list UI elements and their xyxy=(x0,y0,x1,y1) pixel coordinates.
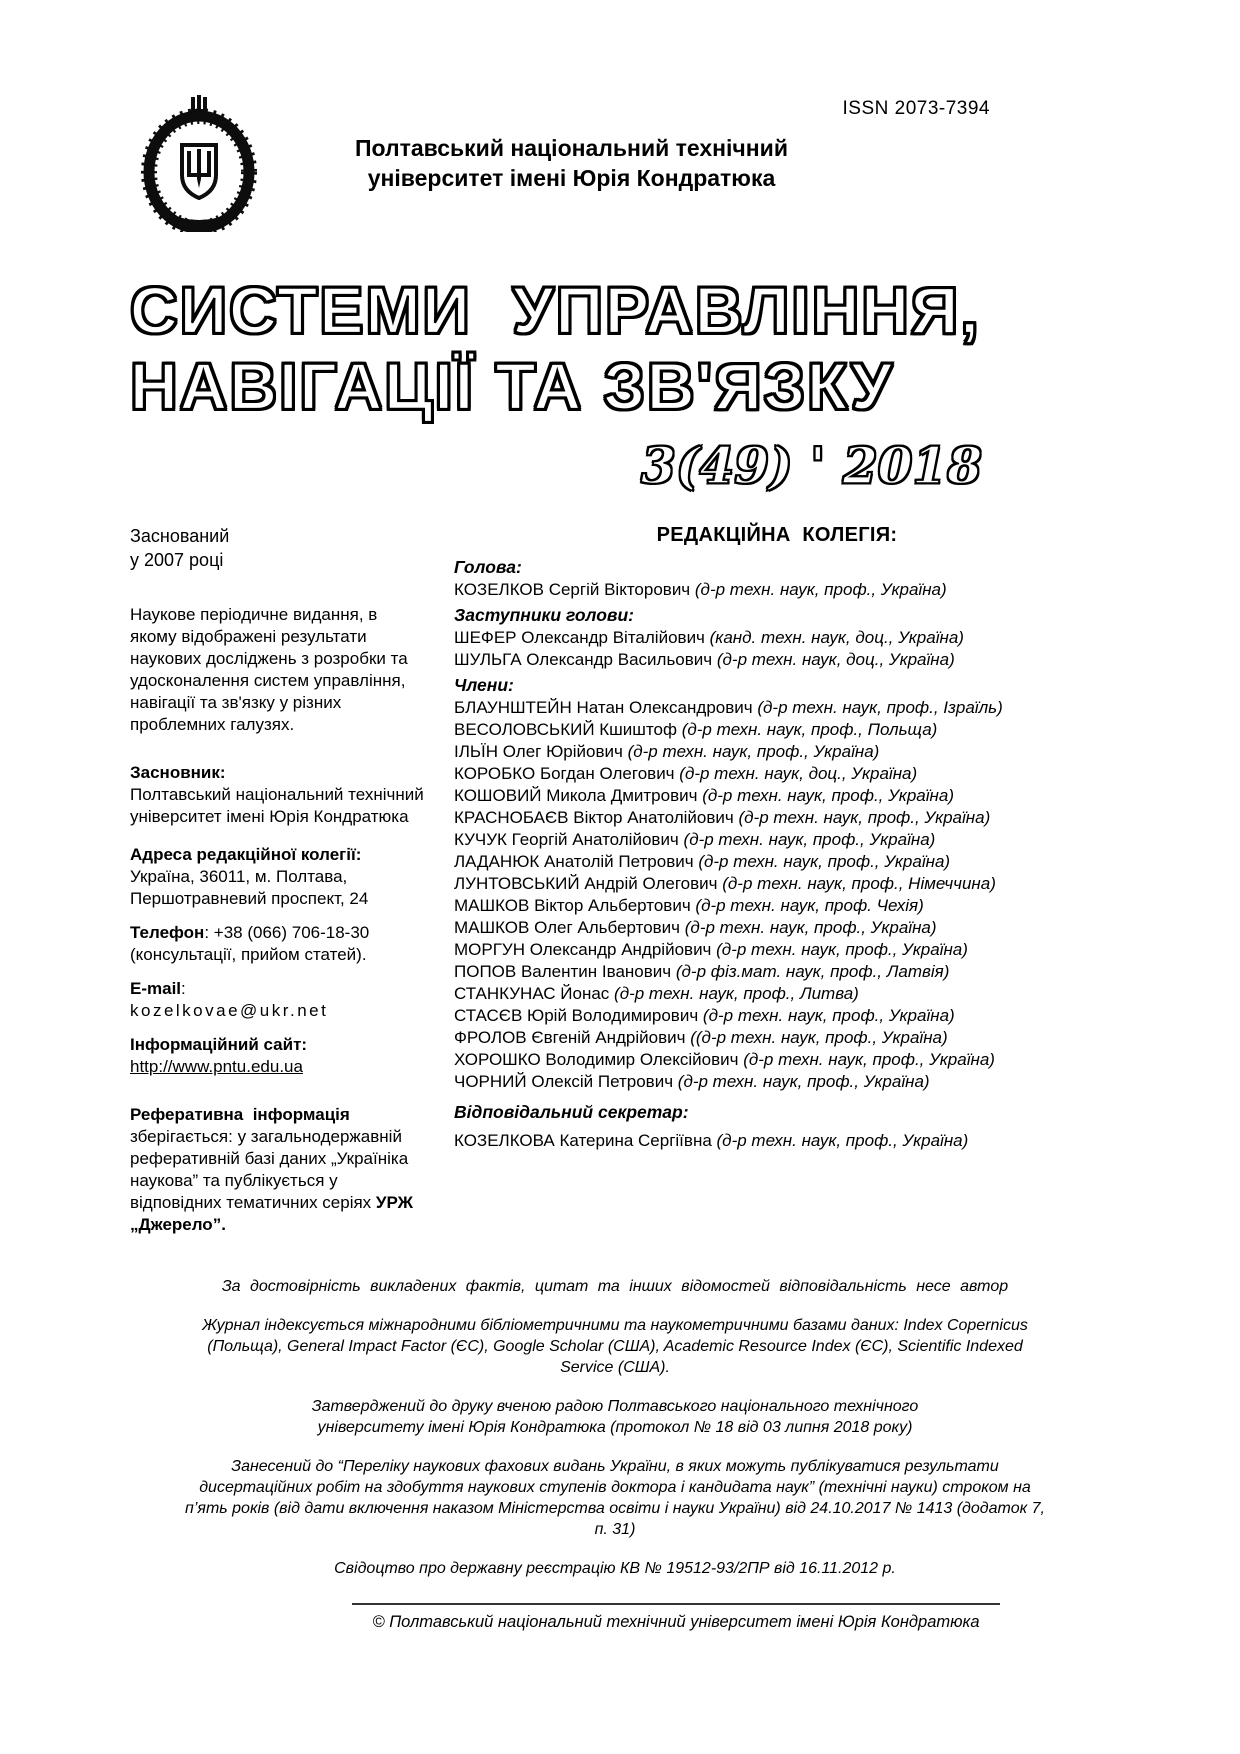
university-emblem-logo xyxy=(138,95,260,232)
board-member xyxy=(454,1005,1100,1027)
board-member xyxy=(454,851,1100,873)
email-block: E-mail: kozelkovae@ukr.net xyxy=(130,979,329,1020)
phone-text: : +38 (066) 706-18-30 (консультації, прийом статей). xyxy=(130,923,370,964)
abstract-text: зберігається: у загальнодержавній реферативній базі даних „Україніка наукова” та публікується у відповідних тематичних серіях xyxy=(130,1127,409,1212)
phone-block xyxy=(130,922,426,966)
email-link[interactable]: kozelkovae@ukr.net xyxy=(130,1001,329,1020)
member-name: КОШОВИЙ Микола Дмитрович xyxy=(454,786,703,805)
member-name: ФРОЛОВ Євгеній Андрійович xyxy=(454,1028,691,1047)
member-degree-country: (д-р техн. наук, проф., Україна) xyxy=(677,1072,930,1091)
member-degree-country: (д-р техн. наук, проф., Україна) xyxy=(627,742,880,761)
copyright: © Полтавський національний технічний університет імені Юрія Кондратюка xyxy=(352,1603,1000,1632)
board-title: РЕДАКЦІЙНА КОЛЕГІЯ: xyxy=(656,524,898,546)
member-degree-country: (д-р техн. наук, доц., Україна) xyxy=(679,764,918,783)
member-degree-country: ((д-р техн. наук, проф., Україна) xyxy=(690,1028,948,1047)
board-member xyxy=(454,1027,1100,1049)
university-name xyxy=(355,133,788,193)
member-degree-country: (д-р техн. наук, проф., Польща) xyxy=(681,720,938,739)
board-deputy xyxy=(454,649,1100,671)
journal-title xyxy=(130,272,1100,424)
member-name: ШЕФЕР Олександр Віталійович xyxy=(454,628,710,647)
board-member xyxy=(454,939,1100,961)
member-name: ПОПОВ Валентин Іванович xyxy=(454,962,676,981)
abstract-info-block xyxy=(130,1104,426,1236)
member-degree-country: (д-р техн. наук, проф., Ізраїль) xyxy=(757,698,1003,717)
board-member xyxy=(454,1071,1100,1093)
board-member xyxy=(454,829,1100,851)
issn-number: ISSN 2073-7394 xyxy=(842,98,990,119)
site-link[interactable]: http://www.pntu.edu.ua xyxy=(130,1057,303,1076)
member-name: СТАНКУНАС Йонас xyxy=(454,984,615,1003)
address-block xyxy=(130,844,426,910)
board-members-label: Члени: xyxy=(454,675,514,695)
founder-text: Полтавський національний технічний університет імені Юрія Кондратюка xyxy=(130,785,424,826)
board-secretary-label: Відповідальний секретар: xyxy=(454,1102,689,1122)
board-member xyxy=(454,697,1100,719)
author-responsibility-note: За достовірність викладених фактів, цитат та інших відомостей відповідальність несе автор xyxy=(221,1278,1009,1295)
member-degree-country: (д-р техн. наук, проф., Україна) xyxy=(738,808,991,827)
member-name: МАШКОВ Олег Альбертович xyxy=(454,918,685,937)
member-degree-country: (д-р техн. наук, проф., Україна) xyxy=(716,940,968,959)
address-label: Адреса редакційної колегії: xyxy=(130,845,362,864)
board-deputy xyxy=(454,627,1100,649)
editorial-board xyxy=(454,524,1100,1236)
member-degree-country: (д-р техн. наук, проф., Україна) xyxy=(702,1006,955,1025)
board-member xyxy=(454,961,1100,983)
board-members-list xyxy=(454,697,1100,1093)
member-degree-country: (д-р техн. наук, проф., Литва) xyxy=(614,984,859,1003)
member-name: МАШКОВ Віктор Альбертович xyxy=(454,896,696,915)
member-name: БЛАУНШТЕЙН Натан Олександрович xyxy=(454,698,758,717)
board-secretary xyxy=(454,1130,1100,1152)
member-degree-country: (д-р техн. наук, проф. Чехія) xyxy=(695,896,924,915)
board-member xyxy=(454,807,1100,829)
member-name: ЛУНТОВСЬКИЙ Андрій Олегович xyxy=(454,874,723,893)
address-text: Україна, 36011, м. Полтава, Першотравневий проспект, 24 xyxy=(130,867,369,908)
member-degree-country: (д-р техн. наук, проф., Україна) xyxy=(716,1131,969,1150)
issue-number: 3(49) ' 2018 xyxy=(641,436,982,495)
board-member xyxy=(454,1049,1100,1071)
founded-note: Заснований у 2007 році xyxy=(130,526,230,570)
university-name-line1: Полтавський національний технічний xyxy=(355,135,788,161)
member-degree-country: (д-р техн. наук, проф., Україна) xyxy=(683,830,936,849)
member-degree-country: (д-р фіз.мат. наук, проф., Латвія) xyxy=(675,962,950,981)
email-label: E-mail xyxy=(130,979,182,998)
site-block: Інформаційний сайт: http://www.pntu.edu.ua xyxy=(130,1035,308,1076)
journal-description: Наукове періодичне видання, в якому відображені результати наукових досліджень з розробки та удосконалення систем управління, навігації та зв'язку у різних проблемних галузях. xyxy=(130,605,408,734)
board-member xyxy=(454,895,1100,917)
footer-notes xyxy=(130,1276,1100,1579)
founder-block xyxy=(130,762,426,828)
main-columns xyxy=(130,524,1100,1236)
member-name: КОРОБКО Богдан Олегович xyxy=(454,764,680,783)
member-name: КУЧУК Георгій Анатолійович xyxy=(454,830,684,849)
member-name: ІЛЬЇН Олег Юрійович xyxy=(454,742,628,761)
member-name: КОЗЕЛКОВ Сергій Вікторович xyxy=(454,580,695,599)
abstract-bold: УРЖ „Джерело”. xyxy=(130,1193,413,1234)
member-name: КРАСНОБАЄВ Віктор Анатолійович xyxy=(454,808,739,827)
board-member xyxy=(454,719,1100,741)
member-name: МОРГУН Олександр Андрійович xyxy=(454,940,717,959)
indexing-note: Журнал індексується міжнародними бібліометричними та наукометричними базами даних: Index Copernicus (Польща), General Impact Factor (ЄС), Google Scholar (США), Academic Resource Index (ЄС), Scientific Indexed Service (США). xyxy=(202,1317,1028,1376)
member-name: ВЕСОЛОВСЬКИЙ Кшиштоф xyxy=(454,720,682,739)
member-degree-country: (д-р техн. наук, проф., Україна) xyxy=(694,580,947,599)
abstract-label: Реферативна інформація xyxy=(130,1105,350,1124)
member-degree-country: (д-р техн. наук, проф., Україна) xyxy=(743,1050,995,1069)
member-degree-country: (д-р техн. наук, доц., Україна) xyxy=(716,650,955,669)
journal-title-line2: НАВІГАЦІЇ ТА ЗВ'ЯЗКУ xyxy=(130,349,894,423)
board-member xyxy=(454,873,1100,895)
member-degree-country: (канд. техн. наук, доц., Україна) xyxy=(709,628,964,647)
board-chair xyxy=(454,579,1100,601)
member-name: ХОРОШКО Володимир Олексійович xyxy=(454,1050,744,1069)
journal-info-column xyxy=(130,524,426,1236)
professional-listing-note: Занесений до “Переліку наукових фахових видань України, в яких можуть публікуватися результати дисертаційних робіт на здобуття наукових ступенів доктора і кандидата наук” (технічні науки) строком на п’ять років (від дати включення наказом Міністерства освіти і науки України) від 24.10.2017 № 1413 (додаток 7, п. 31) xyxy=(185,1458,1045,1538)
site-label: Інформаційний сайт xyxy=(130,1035,302,1054)
phone-label: Телефон xyxy=(130,923,205,942)
member-degree-country: (д-р техн. наук, проф., Україна) xyxy=(702,786,954,805)
member-name: ЛАДАНЮК Анатолій Петрович xyxy=(454,852,699,871)
member-degree-country: (д-р техн. наук, проф., Україна) xyxy=(684,918,937,937)
member-name: ЧОРНИЙ Олексій Петрович xyxy=(454,1072,678,1091)
founder-label: Засновник: xyxy=(130,763,226,782)
board-member xyxy=(454,785,1100,807)
board-deputies-list xyxy=(454,627,1100,671)
board-member xyxy=(454,741,1100,763)
registration-certificate-note: Свідоцтво про державну реєстрацію КВ № 19512-93/2ПР від 16.11.2012 р. xyxy=(334,1560,896,1577)
board-chair-label: Голова: xyxy=(454,557,522,577)
member-name: ШУЛЬГА Олександр Васильович xyxy=(454,650,717,669)
board-member xyxy=(454,763,1100,785)
university-name-line2: університет імені Юрія Кондратюка xyxy=(367,165,776,191)
journal-title-line1: СИСТЕМИ УПРАВЛІННЯ, xyxy=(130,273,981,347)
board-deputies-label: Заступники голови: xyxy=(454,605,634,625)
member-degree-country: (д-р техн. наук, проф., Україна) xyxy=(698,852,951,871)
approval-note: Затверджений до друку вченою радою Полтавського національного технічного університету імені Юрія Кондратюка (протокол № 18 від 03 липня 2018 року) xyxy=(311,1398,919,1436)
member-degree-country: (д-р техн. наук, проф., Німеччина) xyxy=(722,874,996,893)
board-member xyxy=(454,983,1100,1005)
board-member xyxy=(454,917,1100,939)
member-name: КОЗЕЛКОВА Катерина Сергіївна xyxy=(454,1131,717,1150)
member-name: СТАСЄВ Юрій Володимирович xyxy=(454,1006,703,1025)
